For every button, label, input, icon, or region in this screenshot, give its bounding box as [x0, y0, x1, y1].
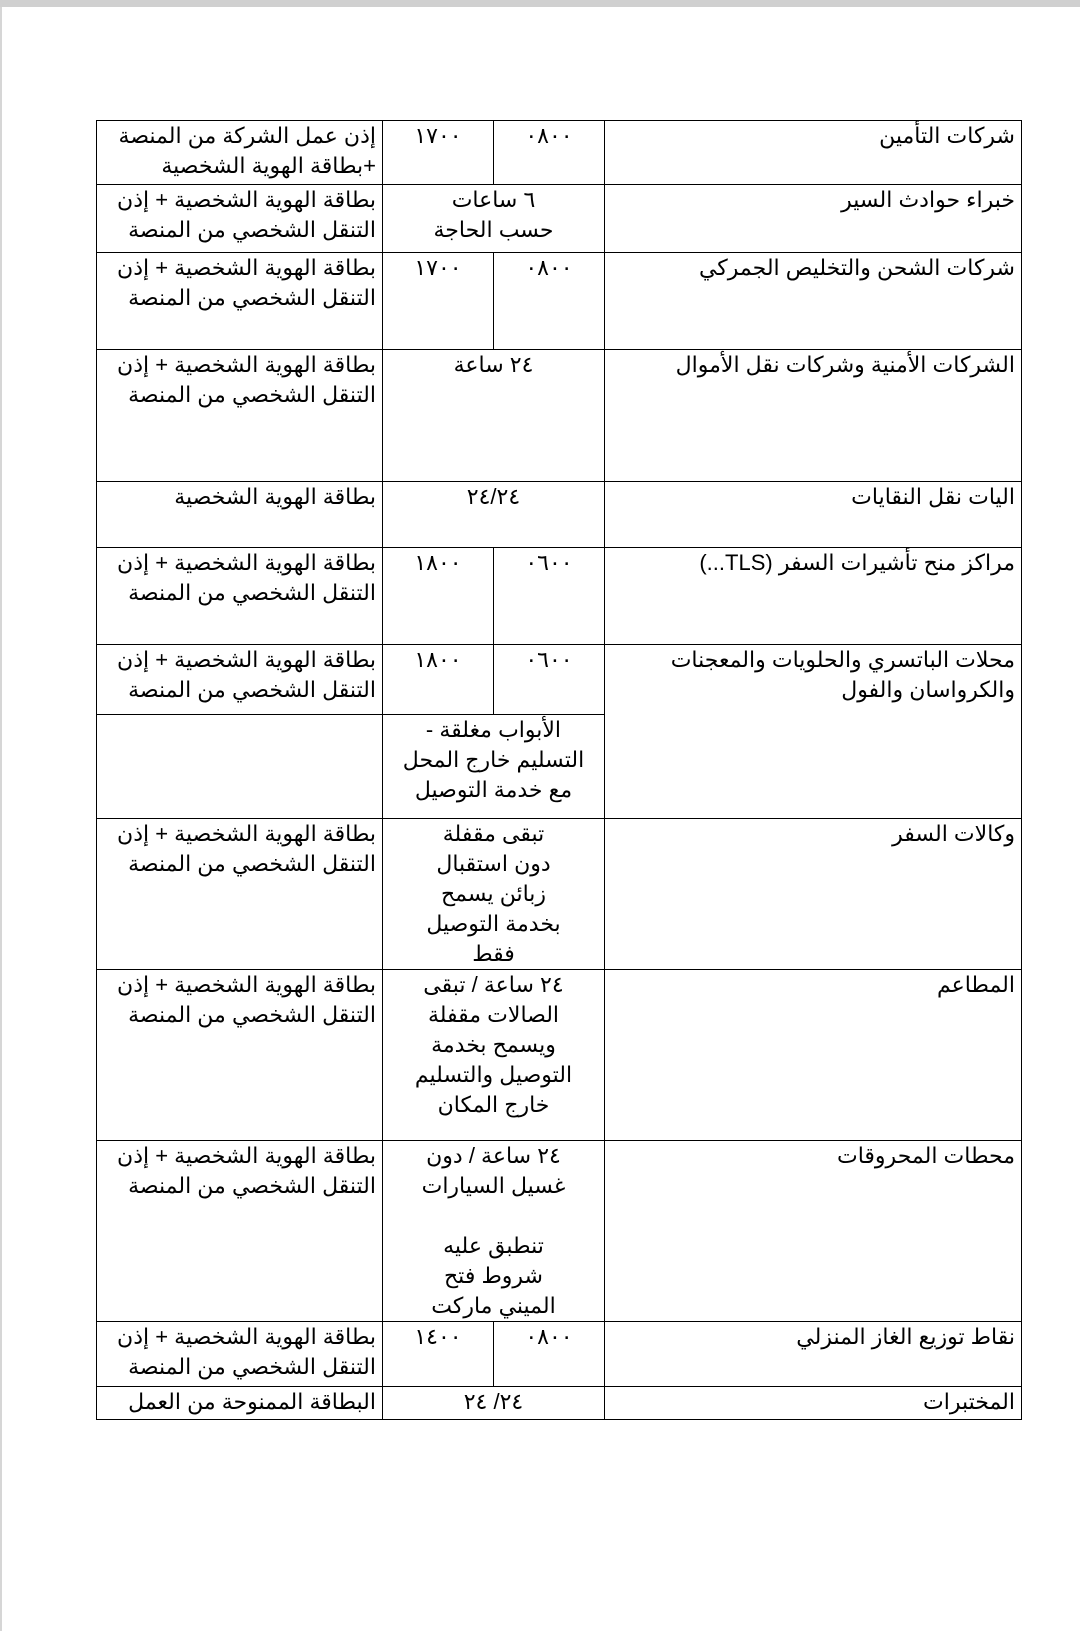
closing-time-cell: ١٨٠٠: [383, 548, 494, 645]
hours-cell: ٦ ساعات حسب الحاجة: [383, 185, 605, 253]
category-cell: مراكز منح تأشيرات السفر (TLS...): [605, 548, 1022, 645]
conditions-cell: بطاقة الهوية الشخصية + إذن التنقل الشخصي من المنصة: [97, 185, 383, 253]
closing-time-cell: ١٧٠٠: [383, 253, 494, 350]
opening-time-cell: ٠٨٠٠: [494, 1322, 605, 1387]
closing-time-cell: ١٧٠٠: [383, 121, 494, 185]
conditions-cell: بطاقة الهوية الشخصية + إذن التنقل الشخصي من المنصة: [97, 1322, 383, 1387]
conditions-cell: البطاقة الممنوحة من العمل: [97, 1387, 383, 1420]
conditions-cell: بطاقة الهوية الشخصية + إذن التنقل الشخصي من المنصة: [97, 350, 383, 482]
category-cell: المطاعم: [605, 970, 1022, 1141]
hours-cell: تبقى مقفلة دون استقبال زبائن يسمح بخدمة التوصيل فقط: [383, 819, 605, 970]
table-row: [97, 482, 1022, 548]
table-row: [97, 350, 1022, 482]
spacer: [417, 1201, 570, 1231]
category-cell: نقاط توزيع الغاز المنزلي: [605, 1322, 1022, 1387]
closing-time-cell: ١٤٠٠: [383, 1322, 494, 1387]
category-cell: محطات المحروقات: [605, 1141, 1022, 1322]
category-cell: خبراء حوادث السير: [605, 185, 1022, 253]
closing-time-cell: ١٨٠٠: [383, 645, 494, 715]
table-row: [97, 548, 1022, 645]
hours-cell: ٢٤ ساعة: [383, 350, 605, 482]
table-row: [97, 1141, 1022, 1322]
table-row: [97, 1322, 1022, 1387]
conditions-cell: إذن عمل الشركة من المنصة +بطاقة الهوية الشخصية: [97, 121, 383, 185]
working-hours-table: [96, 120, 1022, 1420]
table-row: [97, 970, 1022, 1141]
hours-cell: ٢٤/ ٢٤: [383, 1387, 605, 1420]
conditions-cell: بطاقة الهوية الشخصية: [97, 482, 383, 548]
table-row: [97, 819, 1022, 970]
left-edge-line: [0, 7, 2, 1631]
table-row: [97, 253, 1022, 350]
delivery-note-cell: الأبواب مغلقة - التسليم خارج المحل مع خدمة التوصيل: [383, 715, 605, 819]
conditions-cell: بطاقة الهوية الشخصية + إذن التنقل الشخصي من المنصة: [97, 970, 383, 1141]
table-row: [97, 185, 1022, 253]
conditions-cell: بطاقة الهوية الشخصية + إذن التنقل الشخصي من المنصة: [97, 1141, 383, 1322]
hours-cell: ٢٤ ساعة / تبقى الصالات مقفلة ويسمح بخدمة التوصيل والتسليم خارج المكان: [383, 970, 605, 1141]
opening-time-cell: ٠٦٠٠: [494, 645, 605, 715]
hours-cell: ٢٤/٢٤: [383, 482, 605, 548]
category-cell: شركات التأمين: [605, 121, 1022, 185]
table-row: [97, 645, 1022, 715]
conditions-cell: بطاقة الهوية الشخصية + إذن التنقل الشخصي من المنصة: [97, 819, 383, 970]
category-cell: اليات نقل النقايات: [605, 482, 1022, 548]
hours-extra-text: تنطبق عليه شروط فتح الميني ماركت: [431, 1233, 556, 1318]
empty-cell: [97, 715, 383, 819]
category-cell: محلات الباتسري والحلويات والمعجنات والكرواسان والفول: [605, 645, 1022, 819]
opening-time-cell: ٠٦٠٠: [494, 548, 605, 645]
conditions-cell: بطاقة الهوية الشخصية + إذن التنقل الشخصي من المنصة: [97, 645, 383, 715]
top-edge-bar: [0, 0, 1080, 7]
opening-time-cell: ٠٨٠٠: [494, 253, 605, 350]
table-row: [97, 121, 1022, 185]
hours-text: ٢٤ ساعة / دون غسيل السيارات: [421, 1143, 566, 1198]
hours-cell: [383, 1141, 605, 1322]
opening-time-cell: ٠٨٠٠: [494, 121, 605, 185]
category-cell: شركات الشحن والتخليص الجمركي: [605, 253, 1022, 350]
table-row: [97, 1387, 1022, 1420]
conditions-cell: بطاقة الهوية الشخصية + إذن التنقل الشخصي من المنصة: [97, 548, 383, 645]
conditions-cell: بطاقة الهوية الشخصية + إذن التنقل الشخصي من المنصة: [97, 253, 383, 350]
category-cell: المختبرات: [605, 1387, 1022, 1420]
category-cell: وكالات السفر: [605, 819, 1022, 970]
category-cell: الشركات الأمنية وشركات نقل الأموال: [605, 350, 1022, 482]
